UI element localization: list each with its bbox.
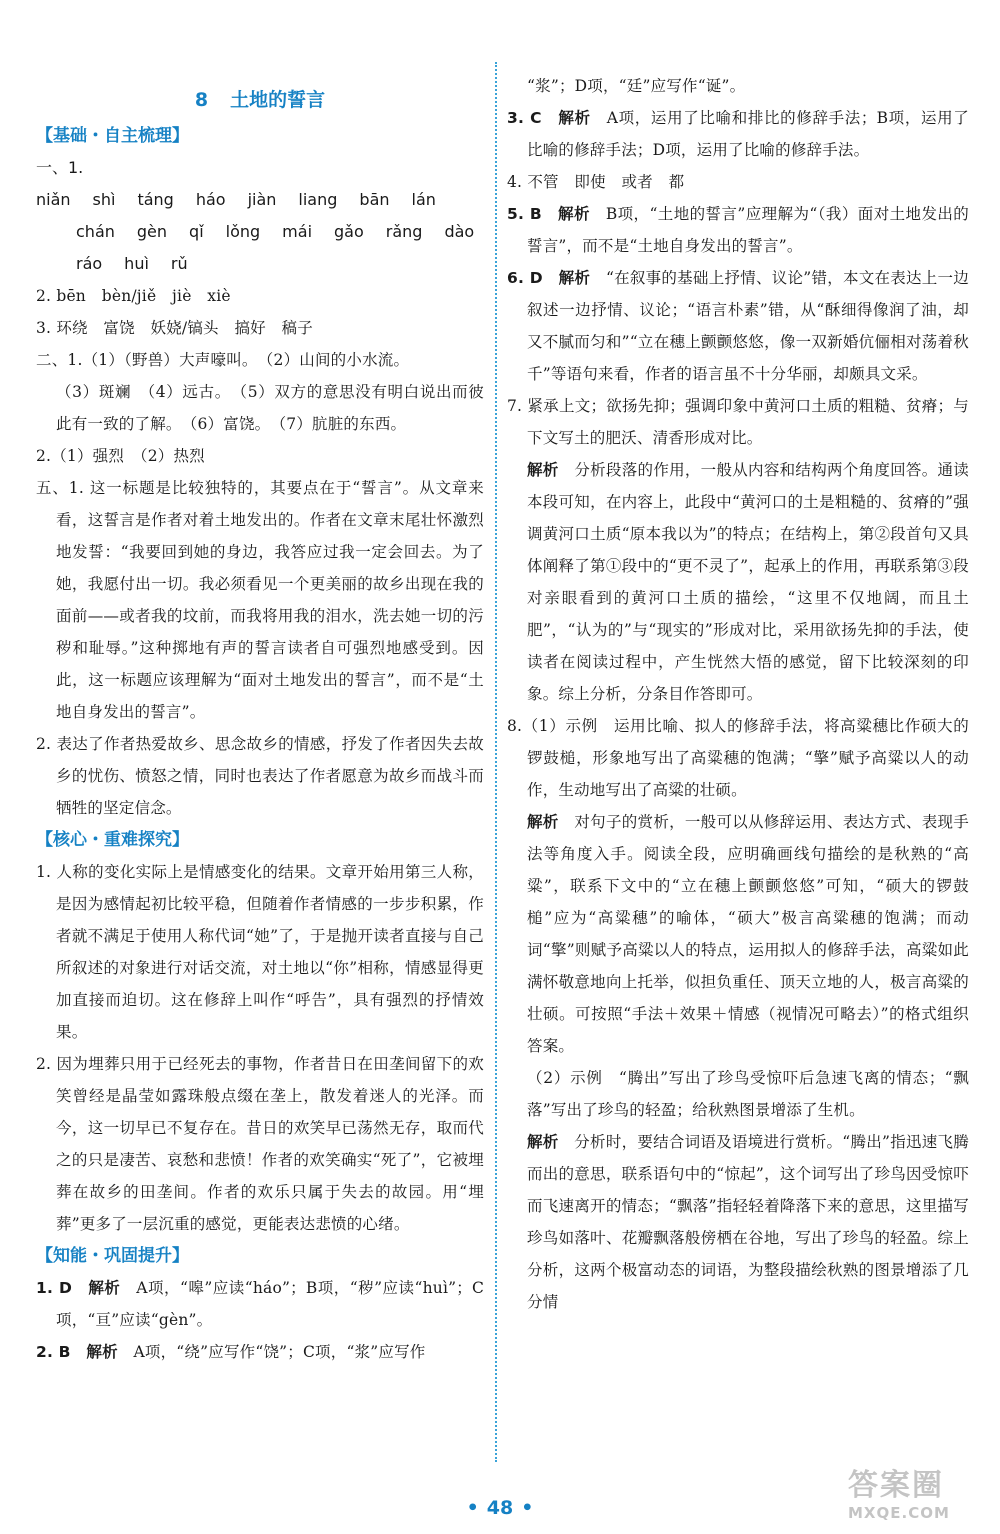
analysis-text: 对句子的赏析，一般可以从修辞运用、表达方式、表现手法等角度入手。阅读全段，应明确画线句描绘的是秋熟的“高粱”，联系下文中的“立在穗上颤颤悠悠”可知，“硕大的锣鼓槌”应为“高粱穗”的喻体，“硕大”极言高粱穗的饱满；而动词“擎”则赋予高粱以人的特点，运用拟人的修辞手法，高粱如此满怀敬意地向上托举，似担负重任、顶天立地的人，极言高粱的壮硕。可按照“手法＋效果＋情感（视情况可略去）”的格式组织答案。 <box>527 813 969 1055</box>
pinyin-word: huì <box>124 254 149 273</box>
answer-paragraph: 2. 因为埋葬只用于已经死去的事物，作者昔日在田垄间留下的欢笑曾经是晶莹如露珠般点缀在垄上，散发着迷人的光泽。而今，这一切早已不复存在。昔日的欢笑早已荡然无存，取而代之的只是凄苦、哀愁和悲愤！作者的欢笑确实“死了”，它被埋葬在故乡的田垄间。作者的欢乐只属于失去的故园。用“埋葬”更多了一层沉重的感觉，更能表达悲愤的心绪。 <box>36 1055 484 1233</box>
pinyin-word: ráo <box>76 254 103 273</box>
answer-number: 3. C <box>507 109 542 127</box>
dot-icon: • <box>466 1497 479 1519</box>
answer-number: 1. D <box>36 1279 73 1297</box>
pinyin-word: rǎng <box>385 222 423 241</box>
pinyin-word: lǒng <box>225 222 261 241</box>
answer-paragraph: 8.（1）示例 运用比喻、拟人的修辞手法，将高粱穗比作硕大的锣鼓槌，形象地写出了高粱穗的饱满；“擎”赋予高粱以人的动作，生动地写出了高粱的壮硕。 <box>507 717 969 799</box>
analysis-text: A项，“嗥”应读“háo”；B项，“秽”应读“huì”；C项，“亘”应读“gèn”。 <box>56 1279 485 1329</box>
analysis-label: 解析 <box>558 108 591 127</box>
pinyin-word: lán <box>411 190 436 209</box>
answer-number: 6. D <box>507 269 543 287</box>
watermark-url: MXQE.COM <box>848 1504 950 1522</box>
pinyin-word: bān <box>359 190 390 209</box>
analysis-text: 分析时，要结合词语及语境进行赏析。“腾出”指迅速飞腾而出的意思，联系语句中的“惊起”，这个词写出了珍鸟因受惊吓而飞速离开的情态；“飘落”指轻轻着降落下来的意思，这里描写珍鸟如落叶、花瓣飘落般傍栖在谷地，写出了珍鸟的轻盈。综上分析，这两个极富动态的词语，为整段描绘秋熟的图景增添了几分情 <box>527 1133 969 1311</box>
answer-number: 5. B <box>507 205 542 223</box>
answer-paragraph <box>507 1126 969 1318</box>
answer-paragraph: 4. 不管 即使 或者 都 <box>507 173 685 191</box>
right-column <box>507 70 969 1318</box>
answer-paragraph <box>507 806 969 1062</box>
analysis-label: 解析 <box>558 204 590 223</box>
lesson-title: 土地的誓言 <box>230 89 326 111</box>
analysis-label: 解析 <box>527 460 559 479</box>
analysis-text: “在叙事的基础上抒情、议论”错，本文在表达上一边叙述一边抒情、议论；“语言朴素”错，从“酥细得像润了油，却又不腻而匀和”“立在穗上颤颤悠悠，像一双新婚伉俪相对荡着秋千”等语句来看，作者的语言虽不十分华丽，却颇具文采。 <box>527 269 969 383</box>
section-heading-practice: 【知能・巩固提升】 <box>36 1246 189 1266</box>
section-heading-core: 【核心・重难探究】 <box>36 830 189 850</box>
pinyin-word: rǔ <box>170 254 188 273</box>
analysis-label: 解析 <box>558 268 591 287</box>
pinyin-word: mái <box>282 222 313 241</box>
answer-paragraph: 3. 环绕 富饶 妖娆/镐头 搞好 稿子 <box>36 319 313 337</box>
watermark-logo <box>848 1470 988 1528</box>
analysis-text: A项，运用了比喻和排比的修辞手法；B项，运用了比喻的修辞手法；D项，运用了比喻的修辞手法。 <box>527 109 969 159</box>
answer-paragraph: 2. 表达了作者热爱故乡、思念故乡的情感，抒发了作者因失去故乡的忧伤、愤怒之情，同时也表达了作者愿意为故乡而战斗而牺牲的坚定信念。 <box>36 735 484 817</box>
answer-paragraph <box>507 454 969 710</box>
answer-paragraph: 五、1. 这一标题是比较独特的，其要点在于“誓言”。从文章来看，这誓言是作者对着土地发出的。作者在文章末尾壮怀激烈地发誓：“我要回到她的身边，我答应过我一定会回去。为了她，我愿付出一切。我必须看见一个更美丽的故乡出现在我的面前——或者我的坟前，而我将用我的泪水，洗去她一切的污秽和耻辱。”这种掷地有声的誓言读者自可强烈地感受到。因此，这一标题应该理解为“面对土地发出的誓言”，而不是“土地自身发出的誓言”。 <box>36 479 484 721</box>
analysis-text: 分析段落的作用，一般从内容和结构两个角度回答。通读本段可知，在内容上，此段中“黄河口的土是粗糙的、贫瘠的”强调黄河口土质“原本我以为”的特点；在结构上，第②段首句又具体阐释了第①段中的“更不灵了”，起承上的作用，再联系第③段对亲眼看到的黄河口土质的描绘，“这里不仅地阔，而且土肥”，“认为的”与“现实的”形成对比，采用欲扬先抑的手法，使读者在阅读过程中，产生恍然大悟的感觉，留下比较深刻的印象。综上分析，分条目作答即可。 <box>527 461 969 703</box>
answer-paragraph: 2.（1）强烈 （2）热烈 <box>36 447 205 465</box>
answer-paragraph: 二、1.（1）（野兽）大声嚎叫。 （2）山间的小水流。 <box>36 351 410 369</box>
answer-paragraph: “浆”；D项，“廷”应写作“诞”。 <box>527 77 746 95</box>
answer-paragraph: 1. 人称的变化实际上是情感变化的结果。文章开始用第三人称，是因为感情起初比较平稳，但随着作者情感的一步步积累，作者就不满足于使用人称代词“她”了，于是抛开读者直接与自己所叙述的对象进行对话交流，对土地以“你”相称，情感显得更加直接而迫切。这在修辞上叫作“呼告”，具有强烈的抒情效果。 <box>36 863 484 1041</box>
section-heading-basics: 【基础・自主梳理】 <box>36 126 189 146</box>
analysis-text: A项，“绕”应写作“饶”；C项，“浆”应写作 <box>133 1343 426 1361</box>
answer-paragraph <box>507 198 969 262</box>
lesson-number: 8 <box>194 89 209 111</box>
pinyin-word: dào <box>444 222 475 241</box>
page-title <box>36 80 484 120</box>
dot-icon: • <box>521 1497 534 1519</box>
pinyin-row-2 <box>36 216 484 248</box>
watermark-text: 答案圈 <box>848 1468 944 1503</box>
answer-paragraph: 2. bēn bèn/jiě jiè xiè <box>36 287 231 305</box>
pinyin-word: niǎn <box>36 190 71 209</box>
pinyin-word: táng <box>137 190 174 209</box>
analysis-label: 解析 <box>86 1342 118 1361</box>
pinyin-row-1 <box>36 152 484 216</box>
column-divider <box>495 62 497 1462</box>
pinyin-word: shì <box>92 190 116 209</box>
answer-paragraph <box>36 1336 484 1368</box>
pinyin-word: jiàn <box>247 190 277 209</box>
question-label: 一、1. <box>36 158 84 177</box>
analysis-label: 解析 <box>527 1132 559 1151</box>
answer-paragraph: （2）示例 “腾出”写出了珍鸟受惊吓后急速飞离的情态；“飘落”写出了珍鸟的轻盈；给秋熟图景增添了生机。 <box>527 1069 969 1119</box>
page-number <box>440 1497 560 1519</box>
answer-paragraph <box>507 262 969 390</box>
answer-paragraph <box>507 102 969 166</box>
analysis-label: 解析 <box>527 812 559 831</box>
pinyin-row-3 <box>36 248 484 280</box>
answer-paragraph: （3）斑斓 （4）远古。 （5）双方的意思没有明白说出而彼此有一致的了解。 （6）富饶。 （7）肮脏的东西。 <box>56 383 484 433</box>
answer-number: 2. B <box>36 1343 71 1361</box>
pinyin-word: gǎo <box>334 222 364 241</box>
analysis-text: B项，“土地的誓言”应理解为“（我）面对土地发出的誓言”，而不是“土地自身发出的誓言”。 <box>527 205 969 255</box>
answer-paragraph: 7. 紧承上文；欲扬先抑；强调印象中黄河口土质的粗糙、贫瘠；与下文写土的肥沃、清香形成对比。 <box>507 397 969 447</box>
answer-paragraph <box>36 1272 484 1336</box>
analysis-label: 解析 <box>88 1278 121 1297</box>
pinyin-block <box>36 152 484 280</box>
pinyin-word: chán <box>76 222 115 241</box>
page-number-value: 48 <box>486 1497 514 1519</box>
pinyin-word: qǐ <box>189 222 204 241</box>
pinyin-word: liang <box>298 190 338 209</box>
left-column <box>36 70 484 1368</box>
pinyin-word: gèn <box>136 222 168 241</box>
pinyin-word: háo <box>195 190 226 209</box>
